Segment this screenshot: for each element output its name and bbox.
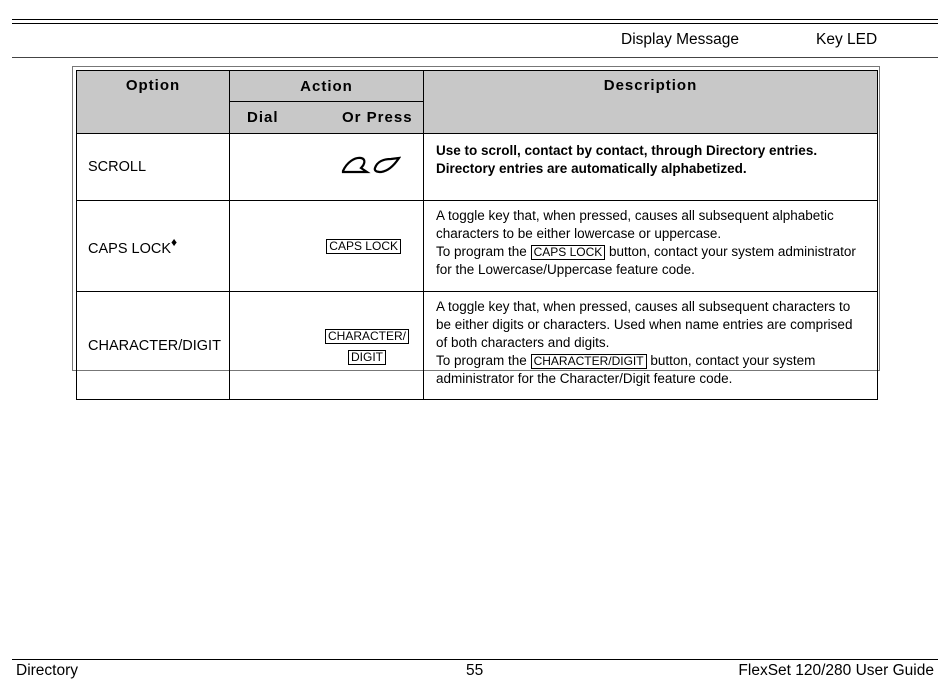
description-scroll — [424, 134, 878, 201]
header-action: Action — [230, 71, 424, 102]
description-character-digit-post: button, contact your system administrator for the Character/Digit feature code. — [436, 353, 816, 386]
caps-lock-key: CAPS LOCK — [326, 239, 401, 254]
header-display-message: Display Message — [621, 31, 740, 48]
header-action-sub — [230, 102, 424, 134]
footer-guide-title: FlexSet 120/280 User Guide — [738, 662, 934, 679]
table-row-scroll — [77, 134, 878, 201]
character-digit-key-line2: DIGIT — [348, 350, 386, 365]
description-scroll-text: Use to scroll, contact by contact, through Directory entries. Directory entries are automatically alphabetized. — [436, 143, 818, 176]
footer-section-title: Directory — [16, 662, 79, 679]
options-table — [76, 70, 878, 400]
description-character-digit-pre: To program the — [436, 353, 527, 368]
table-row-caps-lock — [77, 201, 878, 292]
character-digit-key — [325, 329, 409, 365]
header-rule-bottom — [12, 57, 938, 58]
header-rule-top — [12, 19, 938, 20]
caps-lock-key-inline: CAPS LOCK — [531, 245, 606, 260]
description-caps-lock-text-2 — [436, 243, 867, 279]
press-scroll — [230, 134, 424, 201]
header-description: Description — [424, 71, 878, 134]
footer-rule — [12, 659, 938, 660]
description-character-digit-text-2 — [436, 352, 867, 388]
scroll-back-key-icon — [343, 157, 367, 171]
scroll-keys-icon — [339, 154, 401, 176]
press-character-digit — [230, 292, 424, 400]
description-caps-lock — [424, 201, 878, 292]
character-digit-key-inline: CHARACTER/DIGIT — [531, 354, 647, 369]
option-scroll: SCROLL — [77, 134, 230, 201]
option-character-digit: CHARACTER/DIGIT — [77, 292, 230, 400]
press-caps-lock — [230, 201, 424, 292]
scroll-forward-key-icon — [375, 158, 399, 172]
option-caps-lock — [77, 201, 230, 292]
table-row-character-digit — [77, 292, 878, 400]
header-option: Option — [77, 71, 230, 134]
header-or-press: Or Press — [342, 109, 413, 126]
header-dial: Dial — [247, 109, 279, 126]
character-digit-key-line1: CHARACTER/ — [325, 329, 409, 344]
description-caps-lock-post: button, contact your system administrator for the Lowercase/Uppercase feature code. — [436, 244, 856, 277]
footer-page-number: 55 — [466, 662, 484, 679]
description-character-digit-text-1: A toggle key that, when pressed, causes all subsequent characters to be either digits or characters. Used when name entries are comprised of both characters and digits. — [436, 299, 853, 350]
diamond-marker: ♦ — [171, 235, 178, 249]
header-key-led: Key LED — [816, 31, 878, 48]
description-character-digit — [424, 292, 878, 400]
option-caps-lock-label: CAPS LOCK — [88, 241, 171, 257]
description-caps-lock-pre: To program the — [436, 244, 527, 259]
description-caps-lock-text-1: A toggle key that, when pressed, causes all subsequent alphabetic characters to be either lowercase or uppercase. — [436, 208, 834, 241]
header-rule-second — [12, 23, 938, 24]
